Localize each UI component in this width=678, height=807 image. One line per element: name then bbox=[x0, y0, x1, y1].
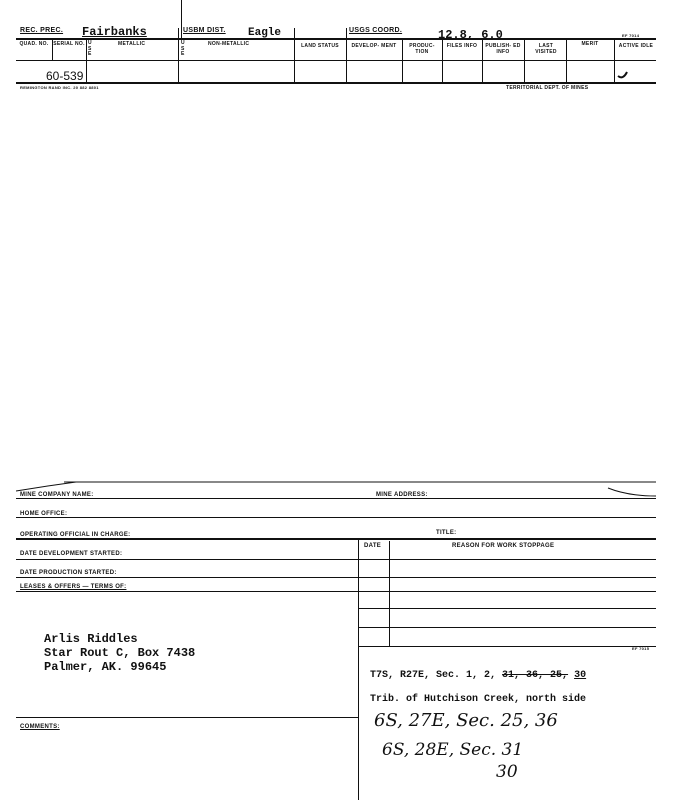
location-line-prefix: T7S, R27E, Sec. 1, 2, bbox=[370, 670, 497, 681]
form-line bbox=[358, 608, 656, 609]
col-divider bbox=[442, 40, 443, 82]
header-published-info: PUBLISH- ED INFO bbox=[485, 43, 521, 55]
header-non-metallic: NON-METALLIC bbox=[208, 41, 250, 47]
col-divider bbox=[482, 40, 483, 82]
header-serial-no: SERIAL NO. bbox=[53, 41, 85, 47]
mine-company-name-label: MINE COMPANY NAME: bbox=[20, 492, 94, 498]
col-divider bbox=[524, 40, 525, 82]
header-production: PRODUC- TION bbox=[409, 43, 435, 55]
header-active-idle: ACTIVE IDLE bbox=[618, 43, 654, 49]
location-line-end: 30 bbox=[574, 670, 587, 681]
quad-no-value: 60-539 bbox=[46, 69, 84, 83]
title-label: TITLE: bbox=[436, 530, 457, 536]
form-code-top: EF 7014 bbox=[622, 33, 640, 38]
lessee-name: Arlis Riddles bbox=[44, 632, 138, 646]
col-divider bbox=[86, 40, 87, 82]
quad-no-underline bbox=[18, 82, 88, 83]
usbm-dist-value: Eagle bbox=[248, 27, 282, 39]
col-divider bbox=[614, 40, 615, 82]
operating-official-label: OPERATING OFFICIAL IN CHARGE: bbox=[20, 532, 131, 538]
header-last-visited: LAST VISITED bbox=[535, 43, 557, 55]
header-files-info: FILES INFO bbox=[446, 43, 478, 49]
header-development: DEVELOP- MENT bbox=[351, 43, 397, 49]
header-land-status: LAND STATUS bbox=[301, 43, 339, 49]
date-header: DATE bbox=[364, 543, 382, 549]
mine-address-label: MINE ADDRESS: bbox=[376, 492, 428, 498]
top-divider-line bbox=[181, 0, 182, 40]
header-metallic: METALLIC bbox=[118, 41, 146, 47]
home-office-label: HOME OFFICE: bbox=[20, 511, 68, 517]
col-divider bbox=[346, 28, 347, 82]
header-use-2: U S E bbox=[181, 40, 185, 57]
header-merit: MERIT bbox=[581, 41, 599, 47]
handwritten-note-1: 6S, 27E, Sec. 25, 36 bbox=[374, 710, 558, 731]
comments-label: COMMENTS: bbox=[20, 724, 60, 730]
header-quad-no: QUAD. NO. bbox=[19, 41, 49, 47]
rec-prec-value: Fairbanks bbox=[82, 25, 147, 39]
card-bottom-line bbox=[16, 82, 656, 84]
usgs-coord-value: 12.8, 6.0 bbox=[438, 28, 503, 42]
form-top-edge bbox=[16, 474, 656, 504]
form-vline bbox=[358, 538, 359, 800]
usbm-dist-label: USBM DIST. bbox=[183, 27, 226, 34]
form-line bbox=[16, 717, 358, 718]
form-line bbox=[16, 538, 656, 540]
form-line bbox=[16, 559, 656, 560]
rec-prec-label: REC. PREC. bbox=[20, 27, 64, 34]
form-line bbox=[16, 498, 656, 499]
form-line bbox=[16, 517, 656, 518]
usgs-coord-label: USGS COORD. bbox=[349, 27, 403, 34]
handwritten-note-3: 30 bbox=[496, 762, 518, 782]
handwritten-note-2: 6S, 28E, Sec. 31 bbox=[382, 740, 524, 760]
lessee-city: Palmer, AK. 99645 bbox=[44, 660, 167, 674]
location-line-struck: 31, 36, 25, bbox=[502, 670, 569, 681]
lessee-street: Star Rout C, Box 7438 bbox=[44, 646, 196, 660]
form-line bbox=[16, 577, 656, 578]
footer-left: REMINGTON RAND INC. 20 882 8801 bbox=[20, 85, 99, 90]
location-desc: Trib. of Hutchison Creek, north side bbox=[370, 694, 587, 705]
check-mark-icon bbox=[616, 66, 630, 80]
col-divider bbox=[178, 28, 179, 82]
header-bottom-line bbox=[16, 60, 656, 61]
footer-right: TERRITORIAL DEPT. OF MINES bbox=[506, 85, 589, 91]
leases-label: LEASES & OFFERS — TERMS OF: bbox=[20, 584, 127, 590]
form-line bbox=[358, 627, 656, 628]
prod-started-label: DATE PRODUCTION STARTED: bbox=[20, 570, 117, 576]
form-line bbox=[358, 646, 656, 647]
form-vline bbox=[389, 541, 390, 646]
header-use-1: U S E bbox=[88, 40, 92, 57]
form-code-bottom: EF 7015 bbox=[632, 646, 650, 651]
dev-started-label: DATE DEVELOPMENT STARTED: bbox=[20, 551, 123, 557]
location-line bbox=[370, 671, 586, 681]
col-divider bbox=[566, 40, 567, 82]
form-line bbox=[16, 591, 656, 592]
reason-header: REASON FOR WORK STOPPAGE bbox=[452, 543, 555, 549]
col-divider bbox=[294, 28, 295, 82]
